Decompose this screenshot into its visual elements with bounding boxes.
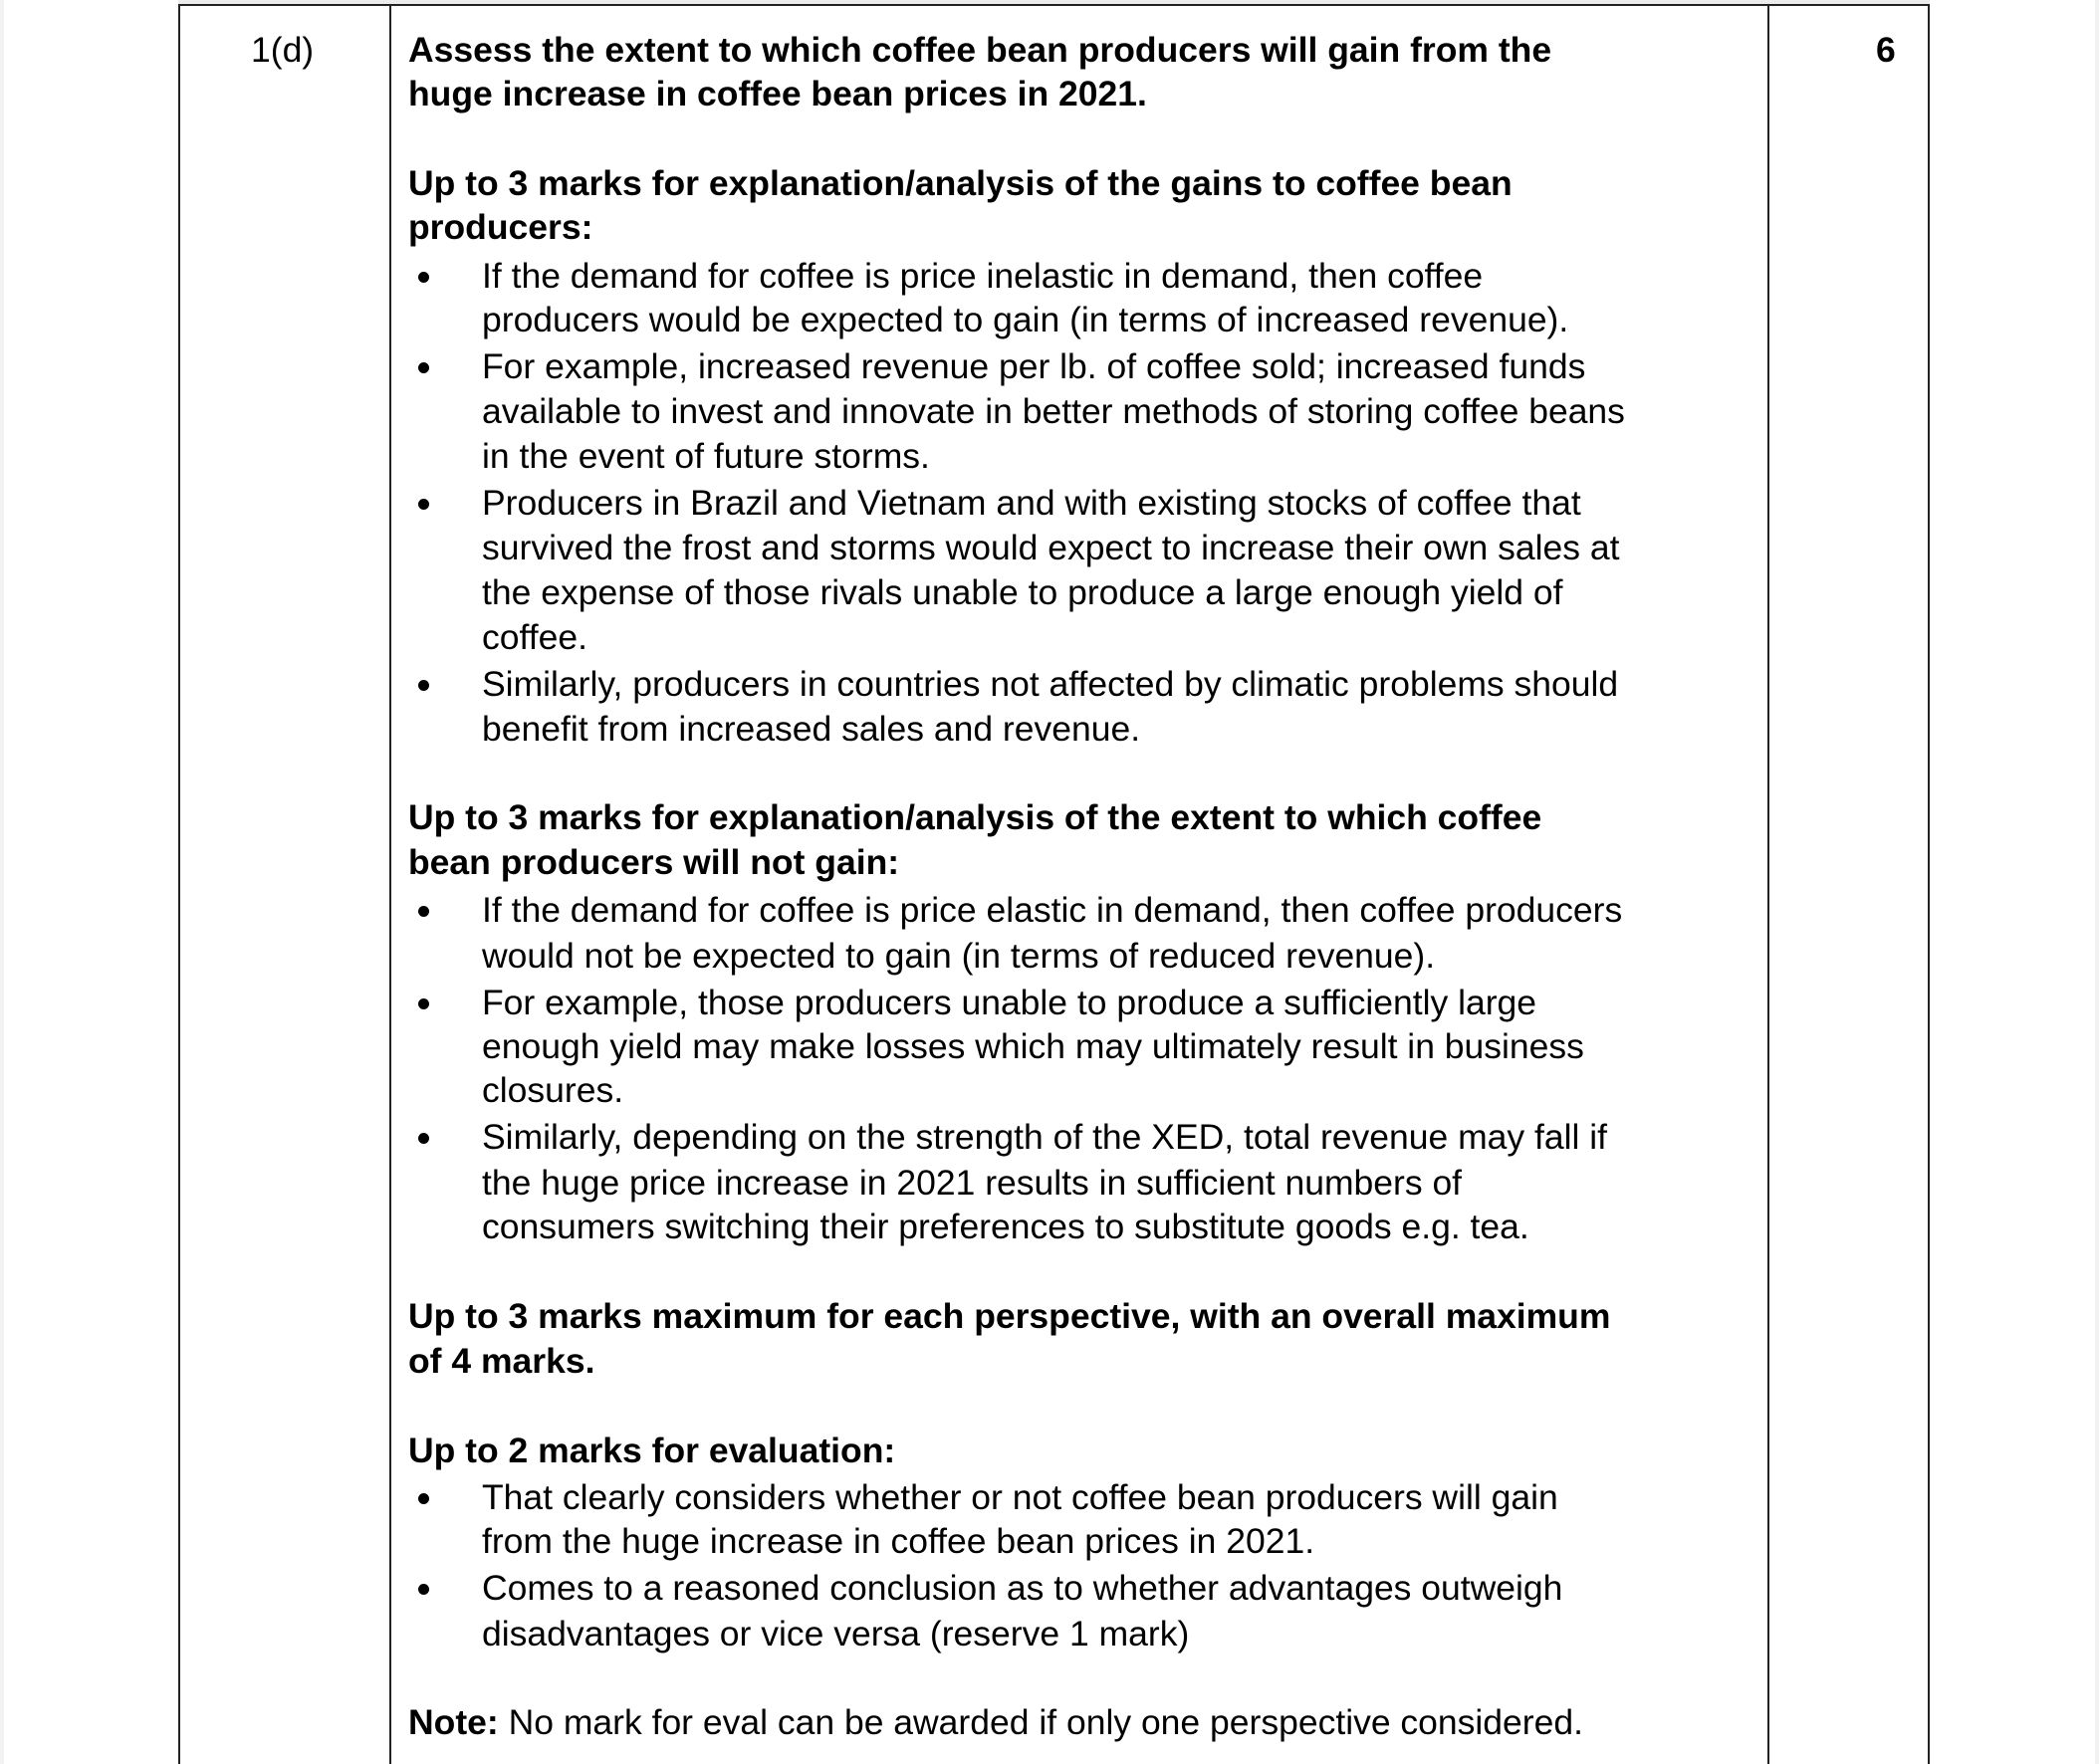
bullet-text-line: in the event of future storms. bbox=[482, 436, 930, 476]
section-heading-line: Up to 3 marks for explanation/analysis of the gains to coffee bean bbox=[408, 163, 1513, 203]
bullet-icon bbox=[418, 680, 429, 691]
bullet-icon bbox=[418, 1133, 429, 1144]
bullet-text-line: available to invest and innovate in better methods of storing coffee beans bbox=[482, 391, 1625, 431]
note-label: Note: bbox=[408, 1702, 499, 1742]
bullet-text-line: That clearly considers whether or not coffee bean producers will gain bbox=[482, 1477, 1558, 1517]
bullet-text-line: If the demand for coffee is price inelastic in demand, then coffee bbox=[482, 256, 1484, 296]
column-divider-marks bbox=[1767, 5, 1769, 1764]
bullet-text-line: coffee. bbox=[482, 617, 587, 657]
section-heading-line: Up to 3 marks maximum for each perspective, with an overall maximum bbox=[408, 1296, 1611, 1336]
bullet-text-line: the expense of those rivals unable to produce a large enough yield of bbox=[482, 572, 1563, 612]
bullet-text-line: Producers in Brazil and Vietnam and with existing stocks of coffee that bbox=[482, 483, 1581, 523]
section-heading-line: Up to 3 marks for explanation/analysis of the extent to which coffee bbox=[408, 797, 1542, 837]
bullet-text-line: survived the frost and storms would expect to increase their own sales at bbox=[482, 528, 1620, 567]
bullet-text-line: If the demand for coffee is price elastic in demand, then coffee producers bbox=[482, 890, 1623, 930]
bullet-text-line: closures. bbox=[482, 1070, 624, 1110]
bullet-icon bbox=[418, 362, 429, 373]
question-marks: 6 bbox=[1876, 30, 1896, 70]
bullet-icon bbox=[418, 1493, 429, 1504]
section-heading-line: of 4 marks. bbox=[408, 1341, 595, 1381]
bullet-icon bbox=[418, 272, 429, 283]
section-heading-line: Up to 2 marks for evaluation: bbox=[408, 1431, 896, 1470]
question-title-line: Assess the extent to which coffee bean producers will gain from the bbox=[408, 30, 1552, 70]
section-heading-line: bean producers will not gain: bbox=[408, 842, 900, 882]
bullet-text-line: Comes to a reasoned conclusion as to whether advantages outweigh bbox=[482, 1568, 1563, 1608]
section-heading-line: producers: bbox=[408, 207, 593, 247]
bullet-icon bbox=[418, 998, 429, 1009]
column-divider-question bbox=[389, 5, 391, 1764]
table-row-divider bbox=[178, 4, 1930, 6]
bullet-text-line: Similarly, depending on the strength of the XED, total revenue may fall if bbox=[482, 1117, 1608, 1157]
bullet-icon bbox=[418, 499, 429, 510]
bullet-icon bbox=[418, 1584, 429, 1595]
table-border-right bbox=[1928, 5, 1930, 1764]
bullet-text-line: consumers switching their preferences to substitute goods e.g. tea. bbox=[482, 1207, 1529, 1246]
bullet-text-line: would not be expected to gain (in terms of reduced revenue). bbox=[482, 936, 1436, 976]
bullet-text-line: benefit from increased sales and revenue. bbox=[482, 709, 1141, 749]
bullet-text-line: from the huge increase in coffee bean prices in 2021. bbox=[482, 1521, 1315, 1561]
question-title-line: huge increase in coffee bean prices in 2021. bbox=[408, 74, 1147, 113]
note-line bbox=[408, 1700, 1583, 1745]
bullet-text-line: the huge price increase in 2021 results in sufficient numbers of bbox=[482, 1163, 1463, 1203]
bullet-text-line: producers would be expected to gain (in terms of increased revenue). bbox=[482, 300, 1569, 339]
bullet-text-line: For example, those producers unable to produce a sufficiently large bbox=[482, 983, 1537, 1022]
bullet-text-line: disadvantages or vice versa (reserve 1 mark) bbox=[482, 1614, 1190, 1654]
note-text: No mark for eval can be awarded if only one perspective considered. bbox=[498, 1702, 1583, 1742]
question-number: 1(d) bbox=[251, 30, 315, 70]
bullet-text-line: For example, increased revenue per lb. of coffee sold; increased funds bbox=[482, 346, 1586, 386]
bullet-icon bbox=[418, 906, 429, 917]
bullet-text-line: enough yield may make losses which may ultimately result in business bbox=[482, 1026, 1584, 1066]
mark-scheme-page bbox=[4, 0, 2095, 1764]
table-border-left bbox=[178, 5, 180, 1764]
bullet-text-line: Similarly, producers in countries not affected by climatic problems should bbox=[482, 664, 1619, 704]
